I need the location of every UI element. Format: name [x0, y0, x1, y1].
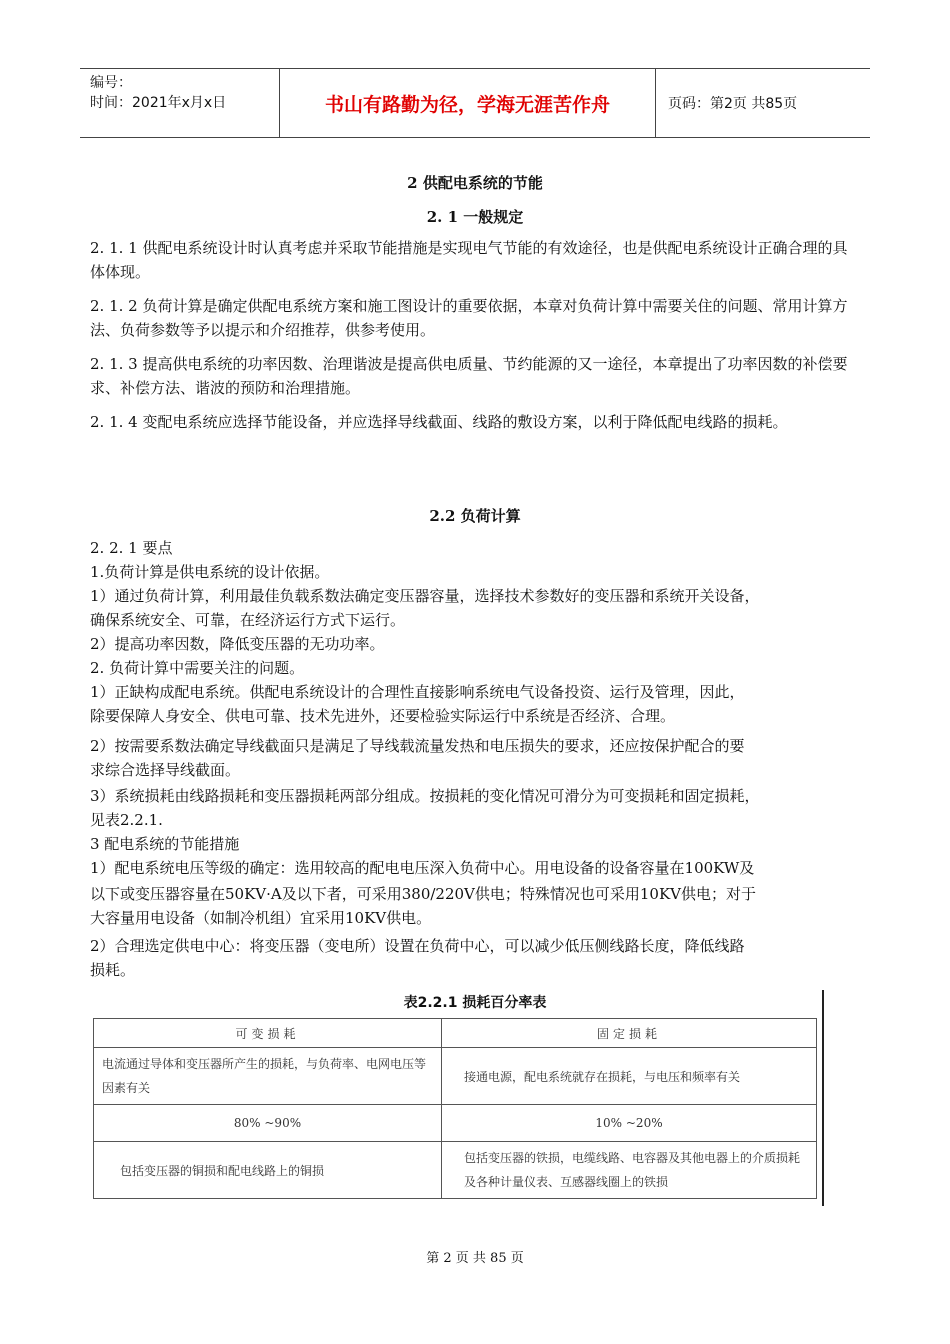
header-meta [80, 69, 280, 137]
text-line: 见表2.2.1. [90, 811, 163, 829]
text-line: 确保系统安全、可靠，在经济运行方式下运行。 [90, 611, 406, 629]
table-cell: 电流通过导体和变压器所产生的损耗，与负荷率、电网电压等因素有关 [94, 1048, 442, 1105]
section-title: 2 供配电系统的节能 [407, 174, 543, 192]
table-row [94, 1105, 817, 1142]
paragraph-2-1-3: 2. 1. 3 提高供电系统的功率因数、治理谐波是提高供电质量、节约能源的又一途径，本章提出了功率因数的补偿要求、补偿方法、谐波的预防和治理措施。 [90, 355, 848, 397]
table-cell: 80% ~90% [94, 1105, 442, 1142]
subsection-title-load: 2.2 负荷计算 [429, 507, 521, 525]
document-time: 时间：2021年x月x日 [90, 95, 227, 111]
page-header [80, 68, 870, 138]
table-cell: 10% ~20% [442, 1105, 817, 1142]
text-line: 1）配电系统电压等级的确定：选用较高的配电电压深入负荷中心。用电设备的设备容量在100KW及 [90, 859, 755, 877]
header-motto: 书山有路勤为径，学海无涯苦作舟 [280, 69, 656, 137]
paragraph-2-1-4: 2. 1. 4 变配电系统应选择节能设备，并应选择导线截面、线路的敷设方案，以利于降低配电线路的损耗。 [90, 413, 788, 431]
text-line: 除要保障人身安全、供电可靠、技术先进外，还要检验实际运行中系统是否经济、合理。 [90, 707, 676, 725]
text-line: 1）通过负荷计算，利用最佳负载系数法确定变压器容量，选择技术参数好的变压器和系统开关设备， [90, 587, 760, 605]
table-row [94, 1048, 817, 1105]
paragraph-2-1-2: 2. 1. 2 负荷计算是确定供配电系统方案和施工图设计的重要依据，本章对负荷计算中需要关住的问题、常用计算方法、负荷参数等予以提示和介绍推荐，供参考使用。 [90, 297, 848, 339]
page-footer: 第 2 页 共 85 页 [426, 1251, 524, 1266]
text-line: 2. 2. 1 要点 [90, 539, 173, 557]
header-variable-loss: 可变损耗 [94, 1019, 442, 1048]
scan-edge-line [822, 990, 824, 1206]
paragraph-2-1-1: 2. 1. 1 供配电系统设计时认真考虑并采取节能措施是实现电气节能的有效途径，也是供配电系统设计正确合理的具体体现。 [90, 239, 848, 281]
table-header-row [94, 1019, 817, 1048]
text-line: 2）提高功率因数，降低变压器的无功功率。 [90, 635, 385, 653]
table-title: 表2.2.1 损耗百分率表 [403, 995, 547, 1011]
document-number: 编号： [90, 75, 132, 91]
header-fixed-loss: 固定损耗 [442, 1019, 817, 1048]
text-line: 1）正缺构成配电系统。供配电系统设计的合理性直接影响系统电气设备投资、运行及管理，因此， [90, 683, 745, 701]
text-line: 大容量用电设备（如制冷机组）宜采用10KV供电。 [90, 909, 432, 927]
table-row [94, 1142, 817, 1199]
table-cell: 包括变压器的铁损，电缆线路、电容器及其他电器上的介质损耗及各种计量仪表、互感器线圈上的铁损 [442, 1142, 817, 1199]
header-page-number: 页码：第2页 共85页 [668, 96, 798, 112]
text-line: 以下或变压器容量在50KV·A及以下者，可采用380/220V供电；特殊情况也可采用10KV供电；对于 [90, 885, 757, 903]
text-line: 3）系统损耗由线路损耗和变压器损耗两部分组成。按损耗的变化情况可滑分为可变损耗和固定损耗， [90, 787, 760, 805]
text-line: 1.负荷计算是供电系统的设计依据。 [90, 563, 330, 581]
text-line: 2）按需要系数法确定导线截面只是满足了导线载流量发热和电压损失的要求，还应按保护配合的要 [90, 737, 745, 755]
text-line: 2. 负荷计算中需要关注的问题。 [90, 659, 305, 677]
text-line: 损耗。 [90, 961, 136, 979]
loss-percentage-table [93, 1018, 817, 1199]
table-cell: 包括变压器的铜损和配电线路上的铜损 [94, 1142, 442, 1199]
text-line: 3 配电系统的节能措施 [90, 835, 240, 853]
text-line: 2）合理选定供电中心：将变压器（变电所）设置在负荷中心，可以减少低压侧线路长度，降低线路 [90, 937, 745, 955]
text-line: 求综合选择导线截面。 [90, 761, 241, 779]
table-cell: 接通电源，配电系统就存在损耗，与电压和频率有关 [442, 1048, 817, 1105]
subsection-title-general: 2. 1 一般规定 [426, 208, 524, 226]
